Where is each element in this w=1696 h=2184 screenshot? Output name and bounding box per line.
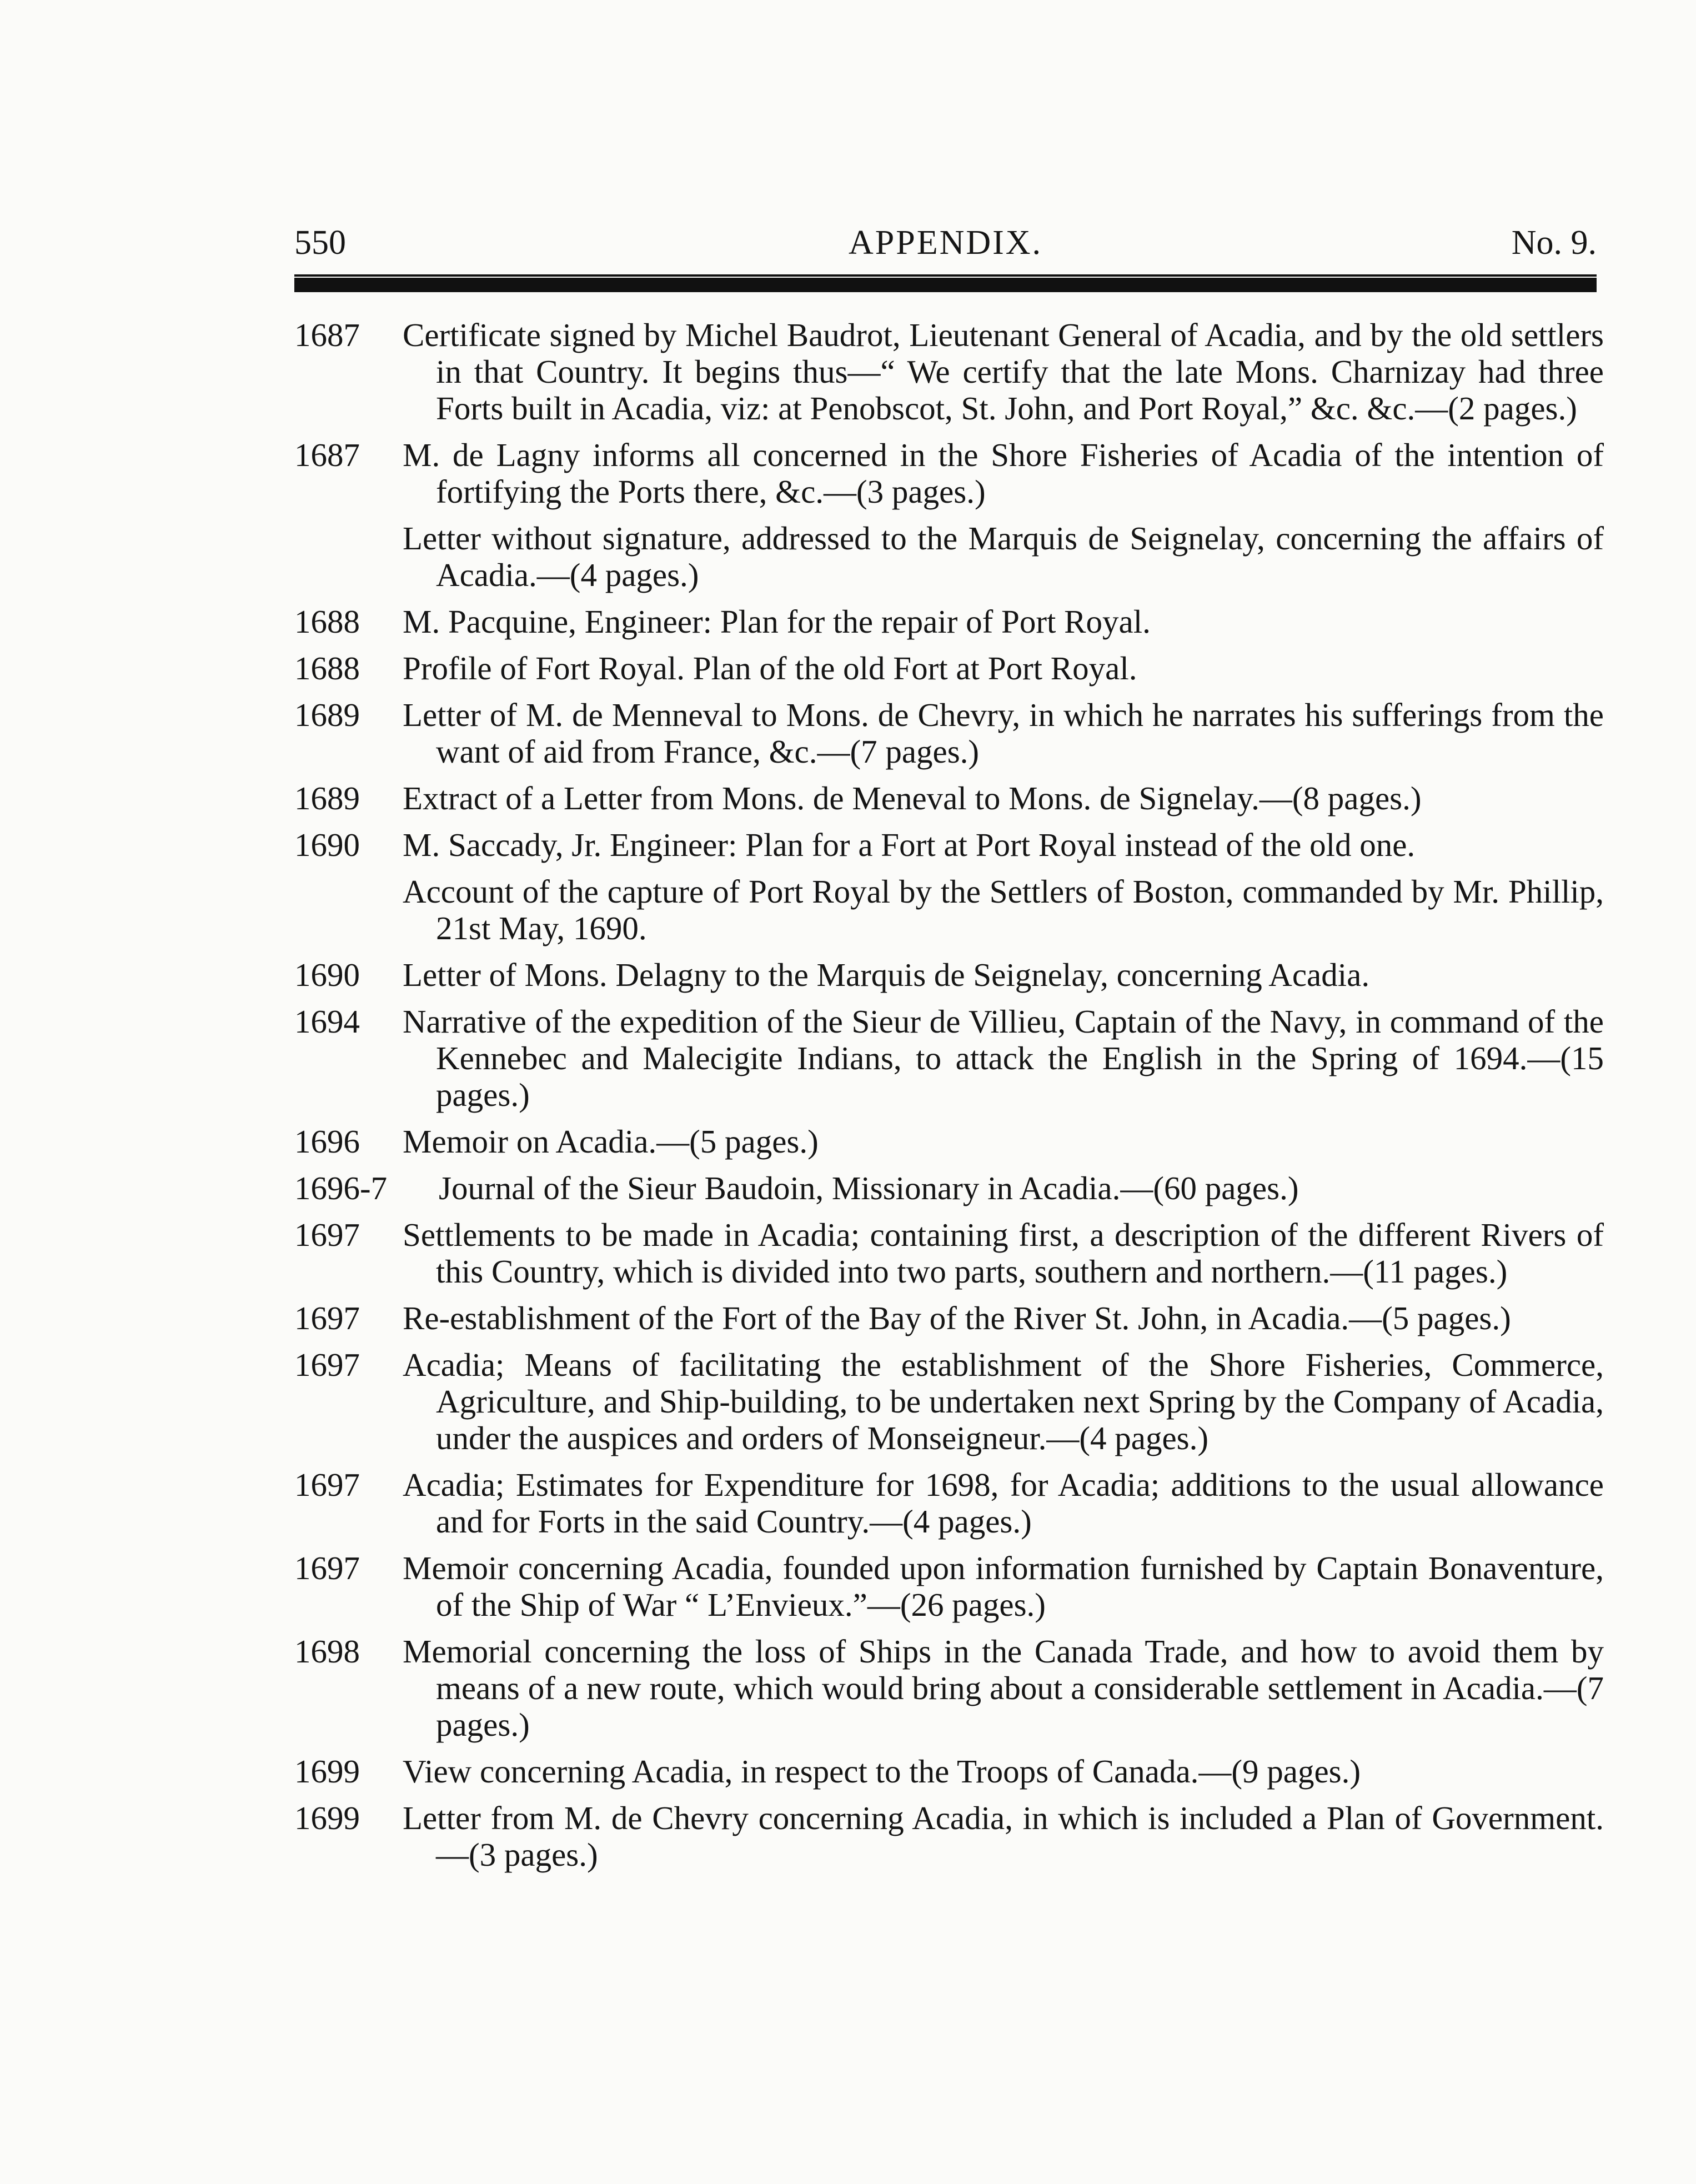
list-item	[294, 520, 1604, 593]
entry-description: Re-establishment of the Fort of the Bay of the River St. John, in Acadia.—(5 pages.)	[403, 1300, 1511, 1336]
entry-list	[294, 317, 1604, 1883]
list-item	[294, 650, 1604, 687]
entry-description: Settlements to be made in Acadia; containing first, a description of the different Rivers of this Country, which is divided into two parts, southern and northern.—(11 pages.)	[403, 1216, 1604, 1290]
list-item	[294, 317, 1604, 427]
list-item	[294, 1216, 1604, 1290]
entry-year: 1696-7	[294, 1170, 388, 1206]
entry-year: 1690	[294, 956, 360, 993]
list-item	[294, 1346, 1604, 1456]
header-rule	[294, 278, 1597, 292]
list-item	[294, 873, 1604, 946]
entry-year: 1689	[294, 697, 360, 733]
entry-description: Certificate signed by Michel Baudrot, Lieutenant General of Acadia, and by the old settlers in that Country. It begins thus—“ We certify that the late Mons. Charnizay had three Forts built in Acadia, viz: at Penobscot, St. John, and Port Royal,” &c. &c.—(2 pages.)	[403, 317, 1604, 427]
entry-year: 1699	[294, 1753, 360, 1790]
entry-year: 1687	[294, 317, 360, 353]
list-item	[294, 1753, 1604, 1790]
entry-description: Acadia; Estimates for Expenditure for 1698, for Acadia; additions to the usual allowance and for Forts in the said Country.—(4 pages.)	[403, 1466, 1604, 1540]
list-item	[294, 780, 1604, 817]
entry-description: Memorial concerning the loss of Ships in the Canada Trade, and how to avoid them by means of a new route, which would bring about a considerable settlement in Acadia.—(7 pages.)	[403, 1633, 1604, 1743]
entry-year: 1696	[294, 1123, 360, 1160]
entry-description: Profile of Fort Royal. Plan of the old Fort at Port Royal.	[403, 650, 1137, 687]
list-item	[294, 826, 1604, 863]
entry-description: Letter from M. de Chevry concerning Acadia, in which is included a Plan of Government.—(3 pages.)	[403, 1800, 1604, 1873]
list-item	[294, 437, 1604, 510]
entry-year: 1697	[294, 1216, 360, 1253]
entry-year: 1698	[294, 1633, 360, 1670]
list-item	[294, 1003, 1604, 1113]
list-item	[294, 603, 1604, 640]
running-title: APPENDIX.	[848, 224, 1043, 262]
entry-description: M. de Lagny informs all concerned in the Shore Fisheries of Acadia of the intention of fortifying the Ports there, &c.—(3 pages.)	[403, 437, 1604, 510]
entry-description: Letter without signature, addressed to the Marquis de Seignelay, concerning the affairs of Acadia.—(4 pages.)	[403, 520, 1604, 593]
entry-description: Acadia; Means of facilitating the establishment of the Shore Fisheries, Commerce, Agriculture, and Ship-building, to be undertaken next Spring by the Company of Acadia, under the auspices and orders of Monseigneur.—(4 pages.)	[403, 1346, 1604, 1456]
entry-year: 1694	[294, 1003, 360, 1040]
entry-description: Memoir on Acadia.—(5 pages.)	[403, 1123, 819, 1160]
entry-year: 1690	[294, 826, 360, 863]
entry-description: View concerning Acadia, in respect to the Troops of Canada.—(9 pages.)	[403, 1753, 1361, 1790]
entry-year: 1699	[294, 1800, 360, 1836]
section-number: No. 9.	[1511, 224, 1597, 262]
entry-description: Letter of Mons. Delagny to the Marquis de Seignelay, concerning Acadia.	[403, 956, 1370, 993]
list-item	[294, 956, 1604, 993]
entry-description: Journal of the Sieur Baudoin, Missionary in Acadia.—(60 pages.)	[439, 1170, 1299, 1206]
list-item	[294, 1123, 1604, 1160]
entry-description: Narrative of the expedition of the Sieur de Villieu, Captain of the Navy, in command of the Kennebec and Malecigite Indians, to attack the English in the Spring of 1694.—(15 pages.)	[403, 1003, 1604, 1113]
entry-description: Extract of a Letter from Mons. de Meneval to Mons. de Signelay.—(8 pages.)	[403, 780, 1422, 817]
list-item	[294, 697, 1604, 770]
page-number: 550	[294, 224, 346, 262]
list-item	[294, 1170, 1604, 1206]
entry-year: 1688	[294, 603, 360, 640]
entry-year: 1688	[294, 650, 360, 687]
entry-year: 1697	[294, 1466, 360, 1503]
entry-year: 1697	[294, 1300, 360, 1336]
entry-description: Memoir concerning Acadia, founded upon information furnished by Captain Bonaventure, of the Ship of War “ L’Envieux.”—(26 pages.)	[403, 1550, 1604, 1623]
entry-year: 1697	[294, 1346, 360, 1383]
entry-description: Account of the capture of Port Royal by the Settlers of Boston, commanded by Mr. Phillip, 21st May, 1690.	[403, 873, 1604, 946]
header-rule-thin	[294, 274, 1597, 277]
entry-description: Letter of M. de Menneval to Mons. de Chevry, in which he narrates his sufferings from the want of aid from France, &c.—(7 pages.)	[403, 697, 1604, 770]
page-header	[294, 223, 1597, 268]
entry-description: M. Pacquine, Engineer: Plan for the repair of Port Royal.	[403, 603, 1151, 640]
list-item	[294, 1300, 1604, 1336]
list-item	[294, 1800, 1604, 1873]
entry-description: M. Saccady, Jr. Engineer: Plan for a Fort at Port Royal instead of the old one.	[403, 826, 1416, 863]
list-item	[294, 1633, 1604, 1743]
entry-year: 1689	[294, 780, 360, 817]
list-item	[294, 1466, 1604, 1540]
entry-year: 1697	[294, 1550, 360, 1586]
entry-year: 1687	[294, 437, 360, 473]
list-item	[294, 1550, 1604, 1623]
